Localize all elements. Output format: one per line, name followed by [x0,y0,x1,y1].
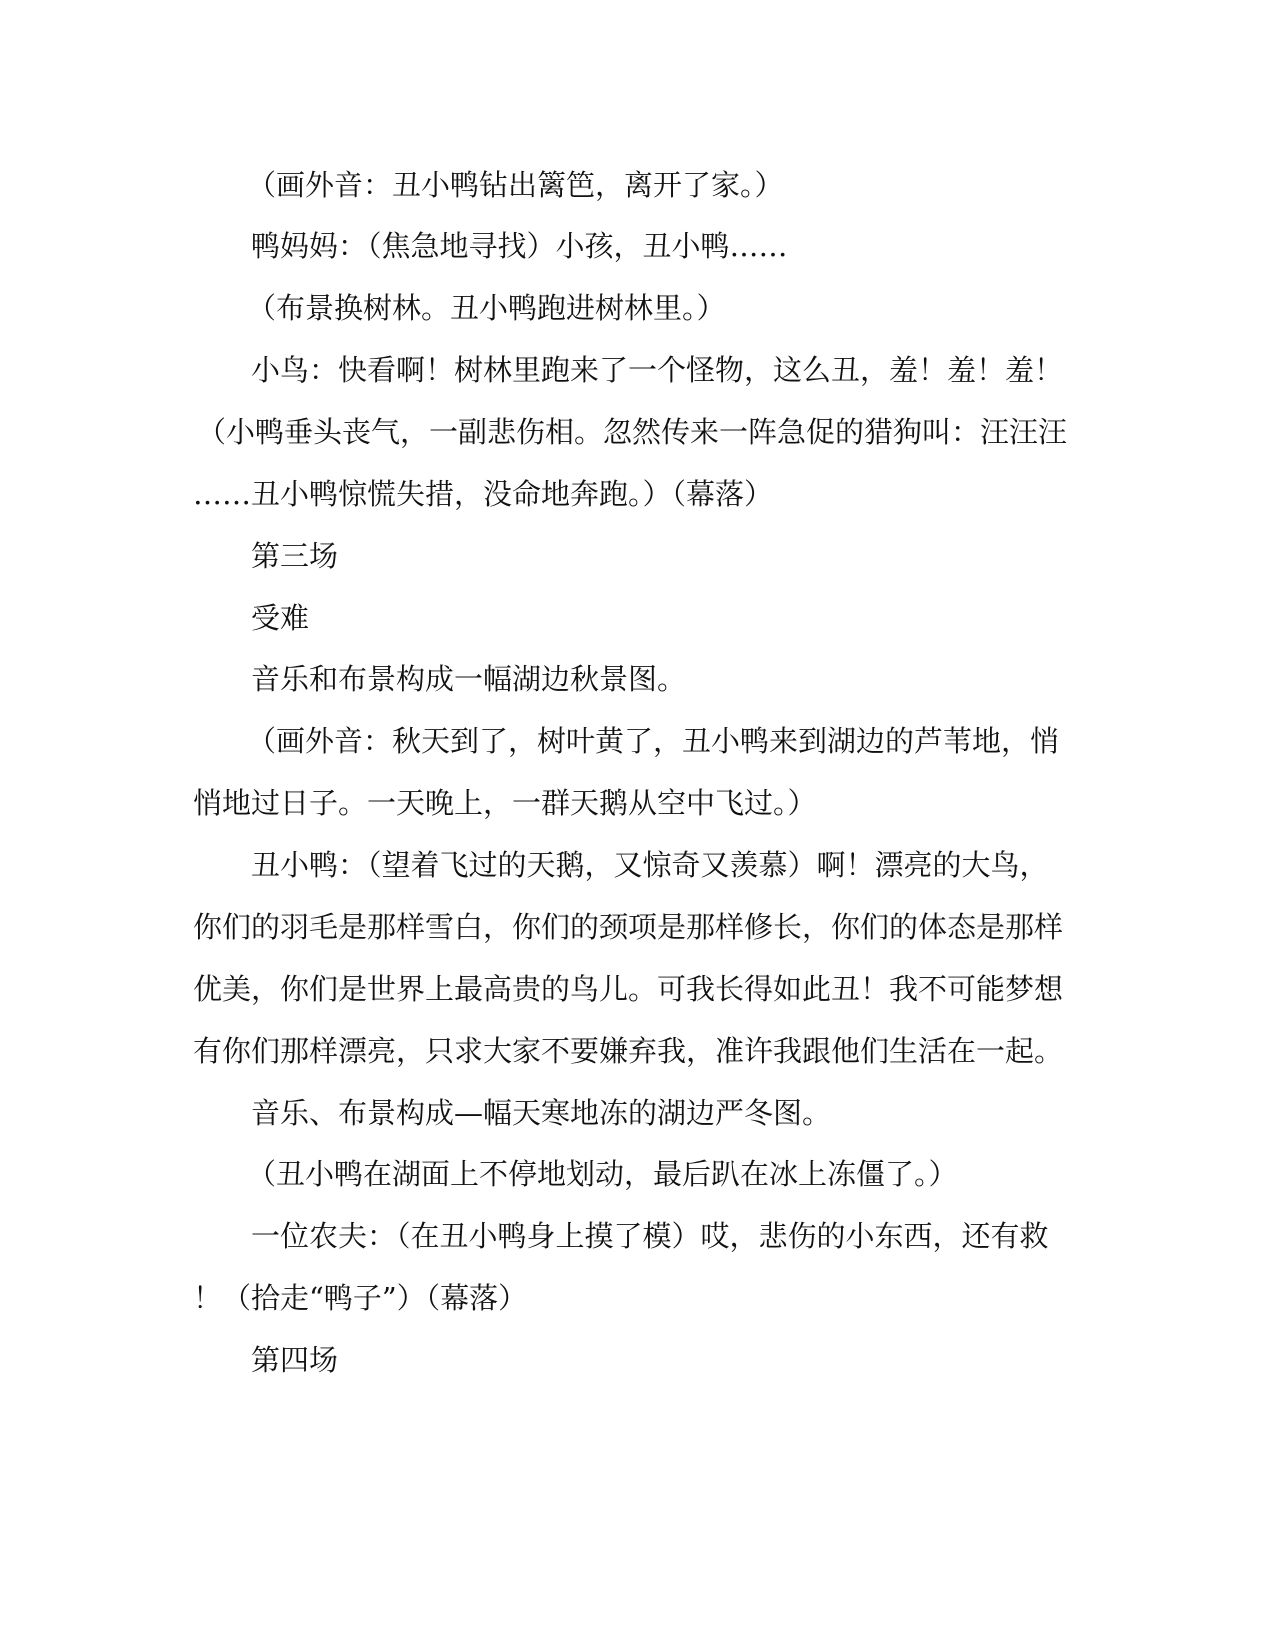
text-line: （画外音：丑小鸭钻出篱笆，离开了家。） [247,168,784,202]
text-line: 你们的羽毛是那样雪白，你们的颈项是那样修长，你们的体态是那样 [193,910,1064,944]
text-line: 丑小鸭：（望着飞过的天鹅，又惊奇又羡慕）啊！漂亮的大鸟， [251,848,1049,882]
text-line: 音乐和布景构成一幅湖边秋景图。 [251,662,687,696]
text-line: （小鸭垂头丧气，一副悲伤相。忽然传来一阵急促的猎狗叫：汪汪汪 [197,415,1068,449]
scene-heading: 第四场 [251,1343,339,1377]
text-line: 优美，你们是世界上最高贵的鸟儿。可我长得如此丑！我不可能梦想 [193,972,1064,1006]
text-line: 悄地过日子。一天晚上，一群天鹅从空中飞过。） [193,786,817,820]
text-line: 有你们那样漂亮，只求大家不要嫌弃我，准许我跟他们生活在一起。 [193,1034,1064,1068]
text-line: ……丑小鸭惊慌失措，没命地奔跑。）（幕落） [193,477,774,511]
scene-title: 受难 [251,601,310,635]
text-line: 鸭妈妈：（焦急地寻找）小孩，丑小鸭…… [251,229,788,263]
text-line: 小鸟：快看啊！树林里跑来了一个怪物，这么丑，羞！羞！羞！ [251,353,1064,387]
text-line: （布景换树林。丑小鸭跑进树林里。） [247,291,726,325]
text-line: （丑小鸭在湖面上不停地划动，最后趴在冰上冻僵了。） [247,1157,958,1191]
text-line: 音乐、布景构成—幅天寒地冻的湖边严冬图。 [251,1096,832,1130]
text-line: ！（拾走“鸭子”）（幕落） [193,1281,528,1315]
scene-heading: 第三场 [251,539,339,573]
text-line: （画外音：秋天到了，树叶黄了，丑小鸭来到湖边的芦苇地，悄 [247,724,1060,758]
text-line: 一位农夫：（在丑小鸭身上摸了模）哎，悲伤的小东西，还有救 [251,1219,1049,1253]
